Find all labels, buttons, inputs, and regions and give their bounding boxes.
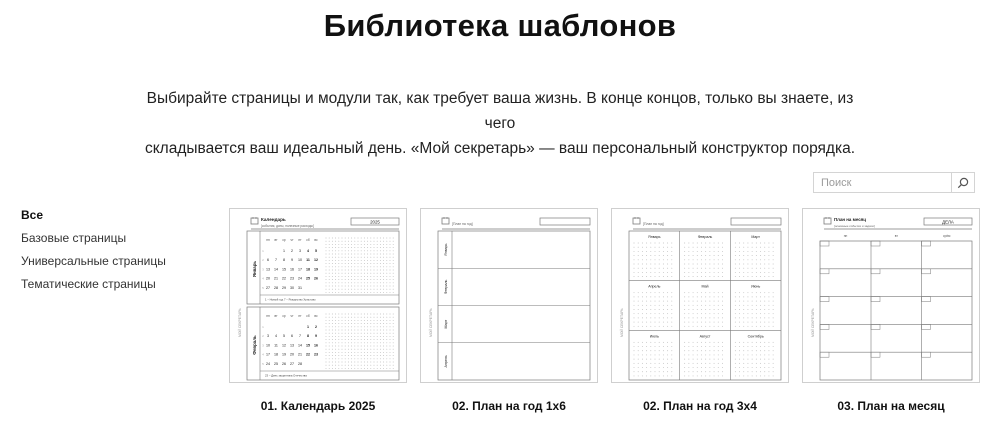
holiday-note: 1 – Новый год 7 – Рождество Христово xyxy=(265,297,316,302)
day-number: 8 xyxy=(307,334,309,339)
day-number: 7 xyxy=(275,258,277,263)
year-plan-1x6-preview xyxy=(421,209,597,382)
month-label: Сентябрь xyxy=(747,334,764,339)
dot-grid xyxy=(684,243,723,277)
template-card-month-plan[interactable] xyxy=(802,208,980,413)
brand-side-text: МОЙ СЕКРЕТАРЬ xyxy=(429,308,433,337)
brand-side-text: МОЙ СЕКРЕТАРЬ xyxy=(238,308,242,337)
day-number: 26 xyxy=(282,361,286,366)
day-number: 2 xyxy=(315,325,317,329)
weekday-label: пт xyxy=(298,238,302,242)
day-number: 8 xyxy=(283,258,285,263)
weekday-label: чт xyxy=(290,238,294,242)
template-card-calendar-2025[interactable] xyxy=(229,208,407,413)
day-number: 18 xyxy=(274,352,278,357)
day-number: 16 xyxy=(290,267,294,272)
day-number: 11 xyxy=(306,258,310,263)
day-number: 11 xyxy=(274,343,278,348)
day-number: 3 xyxy=(299,249,301,253)
year-plan-3x4-preview xyxy=(612,209,788,382)
day-number: 30 xyxy=(290,285,294,290)
weekday-label: ср xyxy=(282,238,286,242)
template-thumbnail[interactable] xyxy=(611,208,789,383)
day-number: 2 xyxy=(291,249,293,253)
weekday-label: пн xyxy=(266,238,270,242)
day-number: 22 xyxy=(306,352,310,357)
day-number: 6 xyxy=(267,258,269,263)
week-number: 1 xyxy=(262,250,264,253)
day-number: 24 xyxy=(266,361,270,366)
day-number: 13 xyxy=(290,343,294,348)
category-filters xyxy=(21,208,166,300)
month-label: Август xyxy=(699,334,711,339)
day-number: 3 xyxy=(267,334,269,339)
weekday-label: вт xyxy=(274,238,278,242)
dot-grid xyxy=(735,292,774,327)
day-number: 17 xyxy=(266,352,270,357)
day-number: 29 xyxy=(282,285,286,290)
week-number: 3 xyxy=(262,344,264,348)
day-number: 20 xyxy=(290,352,294,357)
dot-grid xyxy=(684,342,723,377)
filter-thematic-pages[interactable]: Тематические страницы xyxy=(21,277,156,291)
template-card-year-3x4[interactable] xyxy=(611,208,789,413)
date-cell xyxy=(871,297,880,302)
month-label: Январь xyxy=(444,243,448,256)
month-label: Апрель xyxy=(648,284,661,289)
day-number: 19 xyxy=(314,267,318,272)
filter-all[interactable]: Все xyxy=(21,208,44,222)
day-number: 6 xyxy=(291,334,293,339)
brand-side-text: МОЙ СЕКРЕТАРЬ xyxy=(620,308,624,337)
notebook-icon xyxy=(633,218,640,224)
template-caption[interactable]: 02. План на год 1x6 xyxy=(452,399,566,413)
day-number: 19 xyxy=(282,352,286,357)
day-number: 25 xyxy=(306,276,310,281)
month-label: Февраль xyxy=(444,279,448,295)
day-number: 5 xyxy=(315,249,317,253)
template-thumbnail[interactable] xyxy=(420,208,598,383)
calendar-title: Календарь xyxy=(261,217,286,222)
day-number: 28 xyxy=(274,285,278,290)
day-number: 22 xyxy=(282,276,286,281)
day-number: 12 xyxy=(282,343,286,348)
plan-title: [План на год] xyxy=(643,222,664,226)
weekday-label: пн xyxy=(843,234,848,238)
search-input[interactable] xyxy=(814,173,951,192)
day-number: 28 xyxy=(298,361,302,366)
dot-grid xyxy=(735,342,774,377)
day-number: 15 xyxy=(282,267,286,272)
day-number: 12 xyxy=(314,258,318,263)
day-number: 21 xyxy=(298,352,302,357)
search-icon xyxy=(957,177,969,189)
calendar-subtitle: [события, даты, полезные расходы] xyxy=(261,224,314,228)
template-caption[interactable]: 01. Календарь 2025 xyxy=(260,399,376,413)
calendar-2025-preview xyxy=(230,209,406,382)
plan-title: [План на год] xyxy=(452,222,473,226)
month-label: Март xyxy=(751,235,760,239)
day-number: 17 xyxy=(298,267,302,272)
day-number: 27 xyxy=(290,361,294,366)
day-number: 4 xyxy=(275,334,277,339)
title-box xyxy=(731,218,781,225)
intro-line-1: Выбирайте страницы и модули так, как требует ваша жизнь. В конце концов, только вы знаете, из чего xyxy=(146,90,854,132)
day-number: 31 xyxy=(298,285,302,290)
weekday-label: пт xyxy=(298,314,302,318)
day-number: 26 xyxy=(314,276,318,281)
dot-grid xyxy=(326,314,394,369)
filter-basic-pages[interactable]: Базовые страницы xyxy=(21,231,127,245)
day-number: 16 xyxy=(314,343,318,348)
day-number: 5 xyxy=(283,334,285,339)
date-cell xyxy=(871,269,880,274)
weekday-label: пн xyxy=(266,314,270,318)
search-button[interactable] xyxy=(951,173,974,192)
weekday-label: ср/вс xyxy=(942,234,951,238)
day-number: 10 xyxy=(298,258,302,263)
dot-grid xyxy=(735,243,774,277)
template-caption[interactable]: 03. План на месяц xyxy=(837,399,945,413)
weekday-label: сб xyxy=(306,238,310,242)
notebook-icon xyxy=(824,218,831,224)
day-number: 24 xyxy=(298,276,302,281)
week-number: 2 xyxy=(262,335,264,339)
day-number: 9 xyxy=(315,334,317,339)
dot-grid xyxy=(634,292,673,327)
date-cell xyxy=(922,297,931,302)
month-label: Февраль xyxy=(697,235,713,239)
dot-grid xyxy=(684,292,723,327)
day-number: 25 xyxy=(274,361,278,366)
date-cell xyxy=(871,324,880,329)
weekday-label: вт xyxy=(894,234,898,238)
week-number: 5 xyxy=(262,362,264,366)
month-label: Июль xyxy=(649,334,659,339)
date-cell xyxy=(871,241,880,246)
week-number: 5 xyxy=(262,286,264,290)
day-number: 4 xyxy=(307,249,309,253)
weekday-label: вс xyxy=(314,314,318,318)
brand-side-text: МОЙ СЕКРЕТАРЬ xyxy=(811,308,815,337)
weekday-label: сб xyxy=(306,314,310,318)
page-intro xyxy=(130,86,870,161)
day-number: 13 xyxy=(266,267,270,272)
month-plan-title: План на месяц xyxy=(834,217,866,222)
day-number: 1 xyxy=(283,249,285,253)
dot-grid xyxy=(326,238,394,293)
day-number: 1 xyxy=(307,325,309,329)
template-thumbnail[interactable] xyxy=(802,208,980,383)
intro-line-2: складывается ваш идеальный день. «Мой секретарь» — ваш персональный конструктор порядка. xyxy=(144,140,856,157)
holiday-note: 23 – День защитника Отечества xyxy=(265,373,307,378)
day-number: 23 xyxy=(314,352,318,357)
month-label: Март xyxy=(444,319,448,329)
date-cell xyxy=(922,352,931,357)
month-label: Май xyxy=(701,284,709,289)
weekday-label: вс xyxy=(314,238,318,242)
notebook-icon xyxy=(251,218,258,224)
weekday-label: вт xyxy=(274,314,278,318)
week-number: 2 xyxy=(262,259,264,263)
month-name: Январь xyxy=(252,260,257,278)
week-number: 3 xyxy=(262,268,264,272)
template-card-year-1x6[interactable] xyxy=(420,208,598,413)
day-number: 27 xyxy=(266,285,270,290)
date-cell xyxy=(820,324,829,329)
day-number: 18 xyxy=(306,267,310,272)
month-plan-subtitle: [основные события и задачи] xyxy=(834,224,875,228)
title-box xyxy=(540,218,590,225)
date-cell xyxy=(922,324,931,329)
date-cell xyxy=(922,241,931,246)
day-number: 14 xyxy=(274,267,278,272)
day-number: 21 xyxy=(274,276,278,281)
template-thumbnail[interactable] xyxy=(229,208,407,383)
notebook-icon xyxy=(442,218,449,224)
tasks-tag: ДЕЛА xyxy=(942,219,954,225)
date-cell xyxy=(871,352,880,357)
dot-grid xyxy=(634,342,673,377)
month-label: Январь xyxy=(648,235,661,239)
weekday-label: чт xyxy=(290,314,294,318)
month-label: Июнь xyxy=(751,284,761,289)
day-number: 14 xyxy=(298,343,302,348)
day-number: 15 xyxy=(306,343,310,348)
dot-grid xyxy=(634,243,673,277)
date-cell xyxy=(820,241,829,246)
template-caption[interactable]: 02. План на год 3x4 xyxy=(643,399,757,413)
week-number: 1 xyxy=(262,326,264,329)
search-box xyxy=(813,172,975,193)
month-label: Апрель xyxy=(444,355,448,368)
month-grid xyxy=(820,241,972,380)
week-number: 4 xyxy=(262,353,264,357)
month-name: Февраль xyxy=(252,335,257,355)
plan-grid xyxy=(629,231,781,380)
calendar-year: 2025 xyxy=(370,219,380,225)
date-cell xyxy=(820,269,829,274)
day-number: 23 xyxy=(290,276,294,281)
date-cell xyxy=(820,297,829,302)
filter-universal-pages[interactable]: Универсальные страницы xyxy=(21,254,166,268)
date-cell xyxy=(820,352,829,357)
month-plan-preview xyxy=(803,209,979,382)
day-number: 7 xyxy=(299,334,301,339)
weekday-label: ср xyxy=(282,314,286,318)
week-number: 4 xyxy=(262,277,264,281)
day-number: 9 xyxy=(291,258,293,263)
date-cell xyxy=(922,269,931,274)
day-number: 20 xyxy=(266,276,270,281)
page-title: Библиотека шаблонов xyxy=(323,8,677,43)
day-number: 10 xyxy=(266,343,270,348)
